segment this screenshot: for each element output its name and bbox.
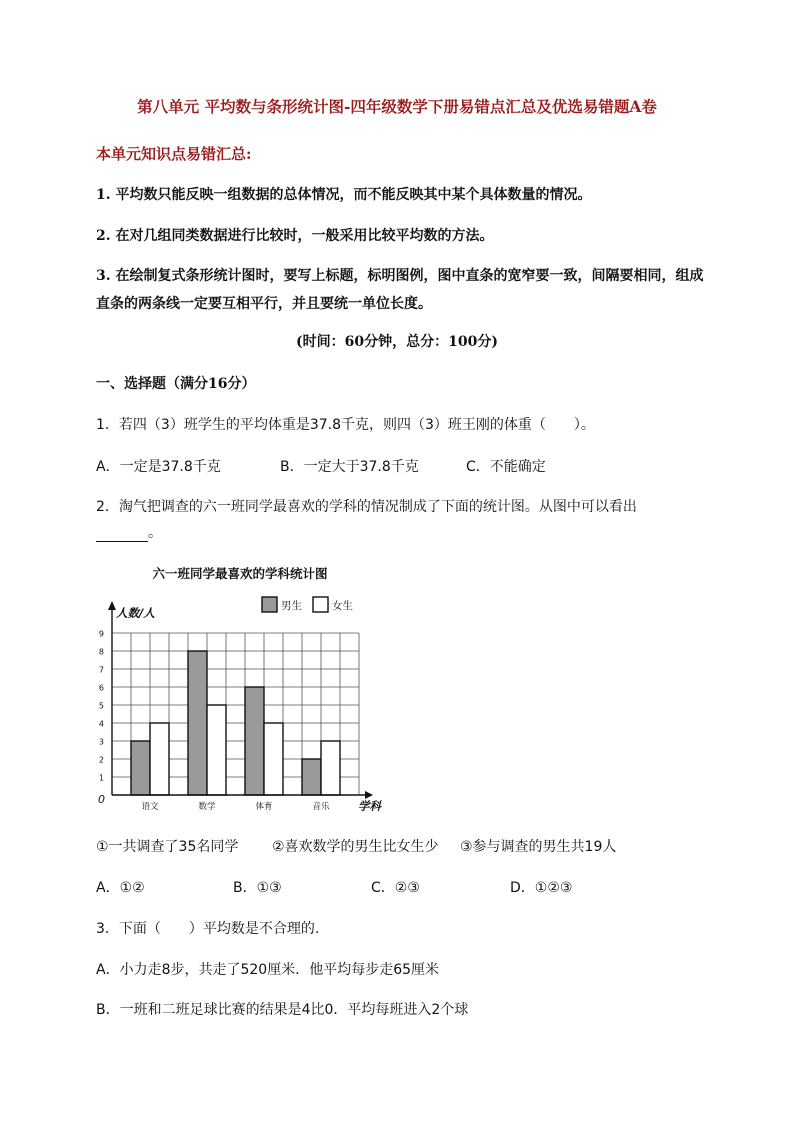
x-axis-label: 学科	[358, 799, 381, 813]
y-tick-label: 4	[98, 719, 104, 729]
y-tick-label: 6	[98, 683, 104, 693]
q1-option-b[interactable]: B．一定大于37.8千克	[280, 459, 419, 475]
document-title: 第八单元 平均数与条形统计图-四年级数学下册易错点汇总及优选易错题A卷	[137, 97, 657, 116]
y-tick-label: 3	[98, 737, 104, 747]
summary-point-2: 2. 在对几组同类数据进行比较时，一般采用比较平均数的方法。	[96, 228, 494, 244]
question-2: 2．淘气把调查的六一班同学最喜欢的学科的情况制成了下面的统计图。从图中可以看出	[96, 499, 637, 515]
q2-option-c[interactable]: C．②③	[371, 880, 420, 896]
legend-label-girls: 女生	[332, 600, 353, 612]
x-axis-arrow	[365, 791, 373, 799]
bar-boys-0	[131, 741, 150, 795]
q3-option-b[interactable]: B．一班和二班足球比赛的结果是4比0．平均每班进入2个球	[96, 1002, 469, 1018]
q2-statement-3: ③参与调查的男生共19人	[460, 839, 617, 855]
q2-statement-1: ①一共调查了35名同学	[96, 839, 239, 855]
bar-boys-2	[245, 687, 264, 795]
y-tick-label: 9	[98, 629, 104, 639]
y-tick-label: 7	[98, 665, 104, 675]
legend-swatch-boys	[262, 597, 277, 612]
answer-blank[interactable]	[96, 527, 148, 542]
y-tick-label: 5	[98, 701, 104, 711]
bar-girls-2	[264, 723, 283, 795]
y-tick-label: 1	[98, 773, 104, 783]
chart-legend	[262, 597, 353, 612]
question-1: 1．若四（3）班学生的平均体重是37.8千克，则四（3）班王刚的体重（ ）。	[96, 417, 595, 433]
bar-girls-1	[207, 705, 226, 795]
origin-label: 0	[98, 793, 105, 806]
bar-boys-3	[302, 759, 321, 795]
q2-statement-2: ②喜欢数学的男生比女生少	[272, 839, 439, 855]
y-axis-label: 人数/人	[116, 606, 155, 620]
summary-point-1: 1. 平均数只能反映一组数据的总体情况，而不能反映其中某个具体数量的情况。	[96, 187, 592, 203]
y-tick-label: 8	[98, 647, 104, 657]
legend-swatch-girls	[313, 597, 328, 612]
q2-blank-line	[96, 522, 162, 542]
section-heading: 一、选择题（满分16分）	[96, 376, 256, 392]
x-tick-label: 音乐	[312, 802, 330, 812]
y-axis-arrow	[108, 601, 116, 610]
legend-label-boys: 男生	[281, 600, 302, 612]
q1-option-c[interactable]: C．不能确定	[466, 459, 546, 475]
bar-chart	[90, 560, 390, 825]
bar-girls-3	[321, 741, 340, 795]
x-tick-label: 语文	[141, 802, 159, 812]
q3-option-a[interactable]: A．小力走8步，共走了520厘米．他平均每步走65厘米	[96, 962, 440, 978]
q2-option-a[interactable]: A．①②	[96, 880, 145, 896]
time-info: (时间：60分钟，总分：100分)	[296, 334, 498, 350]
x-tick-label: 体育	[255, 802, 273, 812]
x-tick-label: 数学	[198, 802, 216, 812]
chart-title: 六一班同学最喜欢的学科统计图	[152, 566, 328, 581]
q1-option-a[interactable]: A．一定是37.8千克	[96, 459, 221, 475]
blank-suffix: 。	[148, 525, 162, 541]
q2-option-d[interactable]: D．①②③	[510, 880, 573, 896]
y-tick-label: 2	[98, 755, 104, 765]
summary-point-3: 3. 在绘制复式条形统计图时，要写上标题，标明图例，图中直条的宽窄要一致，间隔要相同，组成直条的两条线一定要互相平行，并且要统一单位长度。	[96, 268, 704, 312]
q2-option-b[interactable]: B．①③	[233, 880, 282, 896]
bar-girls-0	[150, 723, 169, 795]
summary-heading: 本单元知识点易错汇总:	[96, 145, 252, 163]
question-3: 3．下面（ ）平均数是不合理的.	[96, 921, 320, 937]
bar-boys-1	[188, 651, 207, 795]
